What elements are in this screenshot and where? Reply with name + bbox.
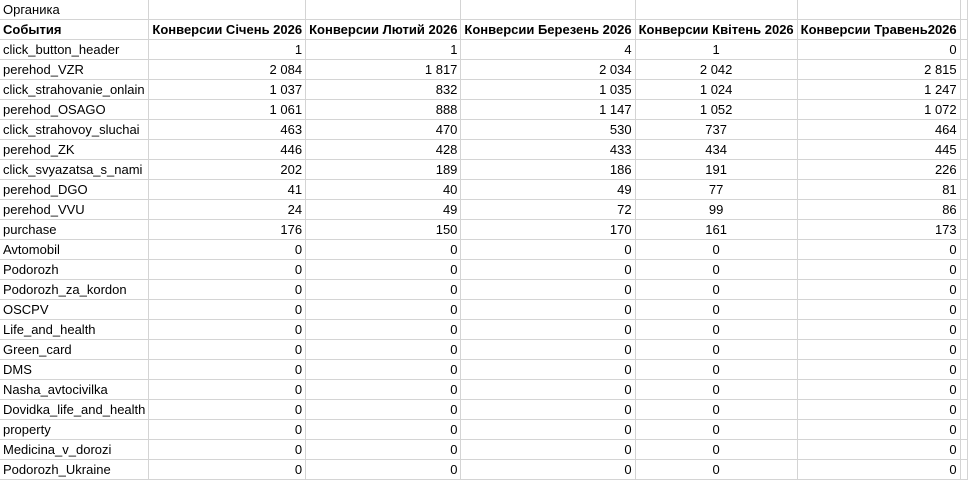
header-cell-month-5[interactable]: Конверсии Травень2026 <box>797 20 960 40</box>
value-cell[interactable]: 0 <box>306 420 461 440</box>
value-cell[interactable]: 86 <box>797 200 960 220</box>
table-row <box>0 60 967 80</box>
value-cell[interactable]: 49 <box>461 180 635 200</box>
cell-empty[interactable] <box>960 440 967 460</box>
value-cell[interactable]: 0 <box>461 280 635 300</box>
row-label-cell[interactable]: perehod_VVU <box>0 200 149 220</box>
value-cell[interactable]: 0 <box>149 400 306 420</box>
cell-empty[interactable] <box>306 0 461 20</box>
value-cell[interactable]: 0 <box>635 300 797 320</box>
value-cell[interactable]: 0 <box>306 260 461 280</box>
value-cell[interactable]: 2 815 <box>797 60 960 80</box>
value-cell[interactable]: 226 <box>797 160 960 180</box>
value-cell[interactable]: 0 <box>797 260 960 280</box>
value-cell[interactable]: 0 <box>797 420 960 440</box>
value-cell[interactable]: 463 <box>149 120 306 140</box>
value-cell[interactable]: 0 <box>797 300 960 320</box>
value-cell[interactable]: 0 <box>797 240 960 260</box>
cell-empty[interactable] <box>960 60 967 80</box>
value-cell[interactable]: 170 <box>461 220 635 240</box>
table-row <box>0 120 967 140</box>
value-cell[interactable]: 0 <box>635 380 797 400</box>
row-label-cell[interactable]: click_button_header <box>0 40 149 60</box>
value-cell[interactable]: 0 <box>306 320 461 340</box>
header-cell-month-2[interactable]: Конверсии Лютий 2026 <box>306 20 461 40</box>
row-label-cell[interactable]: click_strahovanie_onlain <box>0 80 149 100</box>
table-row <box>0 140 967 160</box>
cell-title[interactable]: Органика <box>0 0 149 20</box>
value-cell[interactable]: 191 <box>635 160 797 180</box>
value-cell[interactable]: 0 <box>797 340 960 360</box>
value-cell[interactable]: 0 <box>635 340 797 360</box>
value-cell[interactable]: 2 034 <box>461 60 635 80</box>
header-row <box>0 20 967 40</box>
value-cell[interactable]: 0 <box>797 380 960 400</box>
row-label-cell[interactable]: Dovidka_life_and_health <box>0 400 149 420</box>
value-cell[interactable]: 0 <box>461 320 635 340</box>
row-label-cell[interactable]: OSCPV <box>0 300 149 320</box>
value-cell[interactable]: 0 <box>461 400 635 420</box>
value-cell[interactable]: 0 <box>635 360 797 380</box>
table-row <box>0 440 967 460</box>
cell-empty[interactable] <box>960 0 967 20</box>
cell-empty[interactable] <box>635 0 797 20</box>
value-cell[interactable]: 0 <box>149 460 306 480</box>
table-row <box>0 100 967 120</box>
value-cell[interactable]: 1 247 <box>797 80 960 100</box>
table-row <box>0 320 967 340</box>
row-label-cell[interactable]: perehod_OSAGO <box>0 100 149 120</box>
table-row <box>0 220 967 240</box>
value-cell[interactable]: 0 <box>461 460 635 480</box>
value-cell[interactable]: 0 <box>635 320 797 340</box>
value-cell[interactable]: 0 <box>797 460 960 480</box>
table-row <box>0 200 967 220</box>
value-cell[interactable]: 0 <box>461 440 635 460</box>
title-row <box>0 0 967 20</box>
value-cell[interactable]: 161 <box>635 220 797 240</box>
value-cell[interactable]: 1 035 <box>461 80 635 100</box>
cell-empty[interactable] <box>960 400 967 420</box>
value-cell[interactable]: 81 <box>797 180 960 200</box>
cell-empty[interactable] <box>960 80 967 100</box>
value-cell[interactable]: 0 <box>149 240 306 260</box>
value-cell[interactable]: 0 <box>635 400 797 420</box>
row-label-cell[interactable]: perehod_ZK <box>0 140 149 160</box>
value-cell[interactable]: 1 052 <box>635 100 797 120</box>
value-cell[interactable]: 77 <box>635 180 797 200</box>
table-row <box>0 420 967 440</box>
table-row <box>0 280 967 300</box>
value-cell[interactable]: 0 <box>461 260 635 280</box>
header-cell-month-3[interactable]: Конверсии Березень 2026 <box>461 20 635 40</box>
row-label-cell[interactable]: click_svyazatsa_s_nami <box>0 160 149 180</box>
header-cell-month-1[interactable]: Конверсии Січень 2026 <box>149 20 306 40</box>
header-cell-events[interactable]: События <box>0 20 149 40</box>
cell-empty[interactable] <box>960 160 967 180</box>
value-cell[interactable]: 0 <box>797 400 960 420</box>
value-cell[interactable]: 832 <box>306 80 461 100</box>
value-cell[interactable]: 530 <box>461 120 635 140</box>
row-label-cell[interactable]: Podorozh_Ukraine <box>0 460 149 480</box>
header-cell-month-4[interactable]: Конверсии Квітень 2026 <box>635 20 797 40</box>
value-cell[interactable]: 0 <box>461 380 635 400</box>
value-cell[interactable]: 0 <box>461 240 635 260</box>
cell-empty[interactable] <box>797 0 960 20</box>
value-cell[interactable]: 446 <box>149 140 306 160</box>
value-cell[interactable]: 0 <box>461 340 635 360</box>
cell-empty[interactable] <box>960 420 967 440</box>
cell-empty[interactable] <box>960 180 967 200</box>
row-label-cell[interactable]: Life_and_health <box>0 320 149 340</box>
value-cell[interactable]: 0 <box>149 360 306 380</box>
value-cell[interactable]: 72 <box>461 200 635 220</box>
value-cell[interactable]: 0 <box>149 420 306 440</box>
table-row <box>0 460 967 480</box>
value-cell[interactable]: 0 <box>149 440 306 460</box>
value-cell[interactable]: 1 147 <box>461 100 635 120</box>
value-cell[interactable]: 173 <box>797 220 960 240</box>
cell-empty[interactable] <box>960 300 967 320</box>
value-cell[interactable]: 0 <box>306 240 461 260</box>
value-cell[interactable]: 0 <box>797 360 960 380</box>
value-cell[interactable]: 433 <box>461 140 635 160</box>
row-label-cell[interactable]: perehod_VZR <box>0 60 149 80</box>
table-row <box>0 360 967 380</box>
row-label-cell[interactable]: Green_card <box>0 340 149 360</box>
value-cell[interactable]: 1 037 <box>149 80 306 100</box>
table-row <box>0 340 967 360</box>
cell-empty[interactable] <box>960 140 967 160</box>
table-row <box>0 240 967 260</box>
value-cell[interactable]: 0 <box>635 440 797 460</box>
value-cell[interactable]: 0 <box>149 260 306 280</box>
value-cell[interactable]: 0 <box>306 360 461 380</box>
cell-empty[interactable] <box>960 280 967 300</box>
cell-empty[interactable] <box>960 120 967 140</box>
cell-empty[interactable] <box>149 0 306 20</box>
table-row <box>0 180 967 200</box>
value-cell[interactable]: 49 <box>306 200 461 220</box>
value-cell[interactable]: 428 <box>306 140 461 160</box>
value-cell[interactable]: 0 <box>149 340 306 360</box>
row-label-cell[interactable]: purchase <box>0 220 149 240</box>
value-cell[interactable]: 0 <box>149 280 306 300</box>
value-cell[interactable]: 0 <box>797 40 960 60</box>
value-cell[interactable]: 0 <box>635 280 797 300</box>
value-cell[interactable]: 470 <box>306 120 461 140</box>
value-cell[interactable]: 0 <box>461 360 635 380</box>
value-cell[interactable]: 0 <box>306 460 461 480</box>
table-row <box>0 400 967 420</box>
value-cell[interactable]: 888 <box>306 100 461 120</box>
table-row <box>0 160 967 180</box>
value-cell[interactable]: 0 <box>461 300 635 320</box>
cell-empty[interactable] <box>960 40 967 60</box>
value-cell[interactable]: 4 <box>461 40 635 60</box>
cell-empty[interactable] <box>960 240 967 260</box>
row-label-cell[interactable]: Nasha_avtocivilka <box>0 380 149 400</box>
value-cell[interactable]: 0 <box>149 380 306 400</box>
value-cell[interactable]: 0 <box>306 380 461 400</box>
row-label-cell[interactable]: click_strahovoy_sluchai <box>0 120 149 140</box>
value-cell[interactable]: 0 <box>635 260 797 280</box>
cell-empty[interactable] <box>960 460 967 480</box>
table-row <box>0 80 967 100</box>
value-cell[interactable]: 189 <box>306 160 461 180</box>
cell-empty[interactable] <box>960 20 967 40</box>
value-cell[interactable]: 0 <box>149 300 306 320</box>
value-cell[interactable]: 464 <box>797 120 960 140</box>
cell-empty[interactable] <box>960 220 967 240</box>
cell-empty[interactable] <box>960 340 967 360</box>
value-cell[interactable]: 41 <box>149 180 306 200</box>
value-cell[interactable]: 1 061 <box>149 100 306 120</box>
value-cell[interactable]: 202 <box>149 160 306 180</box>
value-cell[interactable]: 150 <box>306 220 461 240</box>
value-cell[interactable]: 0 <box>306 280 461 300</box>
row-label-cell[interactable]: Podorozh <box>0 260 149 280</box>
table-row <box>0 300 967 320</box>
value-cell[interactable]: 1 072 <box>797 100 960 120</box>
value-cell[interactable]: 1 024 <box>635 80 797 100</box>
value-cell[interactable]: 0 <box>461 420 635 440</box>
table-row <box>0 380 967 400</box>
table-row <box>0 260 967 280</box>
value-cell[interactable]: 99 <box>635 200 797 220</box>
row-label-cell[interactable]: perehod_DGO <box>0 180 149 200</box>
value-cell[interactable]: 2 042 <box>635 60 797 80</box>
cell-empty[interactable] <box>461 0 635 20</box>
cell-empty[interactable] <box>960 380 967 400</box>
value-cell[interactable]: 0 <box>797 320 960 340</box>
value-cell[interactable]: 0 <box>306 300 461 320</box>
value-cell[interactable]: 40 <box>306 180 461 200</box>
cell-empty[interactable] <box>960 260 967 280</box>
value-cell[interactable]: 0 <box>797 280 960 300</box>
value-cell[interactable]: 434 <box>635 140 797 160</box>
value-cell[interactable]: 0 <box>306 440 461 460</box>
value-cell[interactable]: 1 817 <box>306 60 461 80</box>
value-cell[interactable]: 1 <box>306 40 461 60</box>
cell-empty[interactable] <box>960 200 967 220</box>
value-cell[interactable]: 1 <box>149 40 306 60</box>
value-cell[interactable]: 0 <box>149 320 306 340</box>
value-cell[interactable]: 2 084 <box>149 60 306 80</box>
table-row <box>0 40 967 60</box>
value-cell[interactable]: 24 <box>149 200 306 220</box>
row-label-cell[interactable]: Avtomobil <box>0 240 149 260</box>
value-cell[interactable]: 737 <box>635 120 797 140</box>
cell-empty[interactable] <box>960 100 967 120</box>
row-label-cell[interactable]: property <box>0 420 149 440</box>
row-label-cell[interactable]: Podorozh_za_kordon <box>0 280 149 300</box>
value-cell[interactable]: 0 <box>306 340 461 360</box>
value-cell[interactable]: 0 <box>306 400 461 420</box>
value-cell[interactable]: 186 <box>461 160 635 180</box>
value-cell[interactable]: 0 <box>635 460 797 480</box>
value-cell[interactable]: 0 <box>635 240 797 260</box>
cell-empty[interactable] <box>960 320 967 340</box>
row-label-cell[interactable]: Medicina_v_dorozi <box>0 440 149 460</box>
cell-empty[interactable] <box>960 360 967 380</box>
value-cell[interactable]: 176 <box>149 220 306 240</box>
value-cell[interactable]: 0 <box>635 420 797 440</box>
row-label-cell[interactable]: DMS <box>0 360 149 380</box>
value-cell[interactable]: 0 <box>797 440 960 460</box>
value-cell[interactable]: 1 <box>635 40 797 60</box>
value-cell[interactable]: 445 <box>797 140 960 160</box>
